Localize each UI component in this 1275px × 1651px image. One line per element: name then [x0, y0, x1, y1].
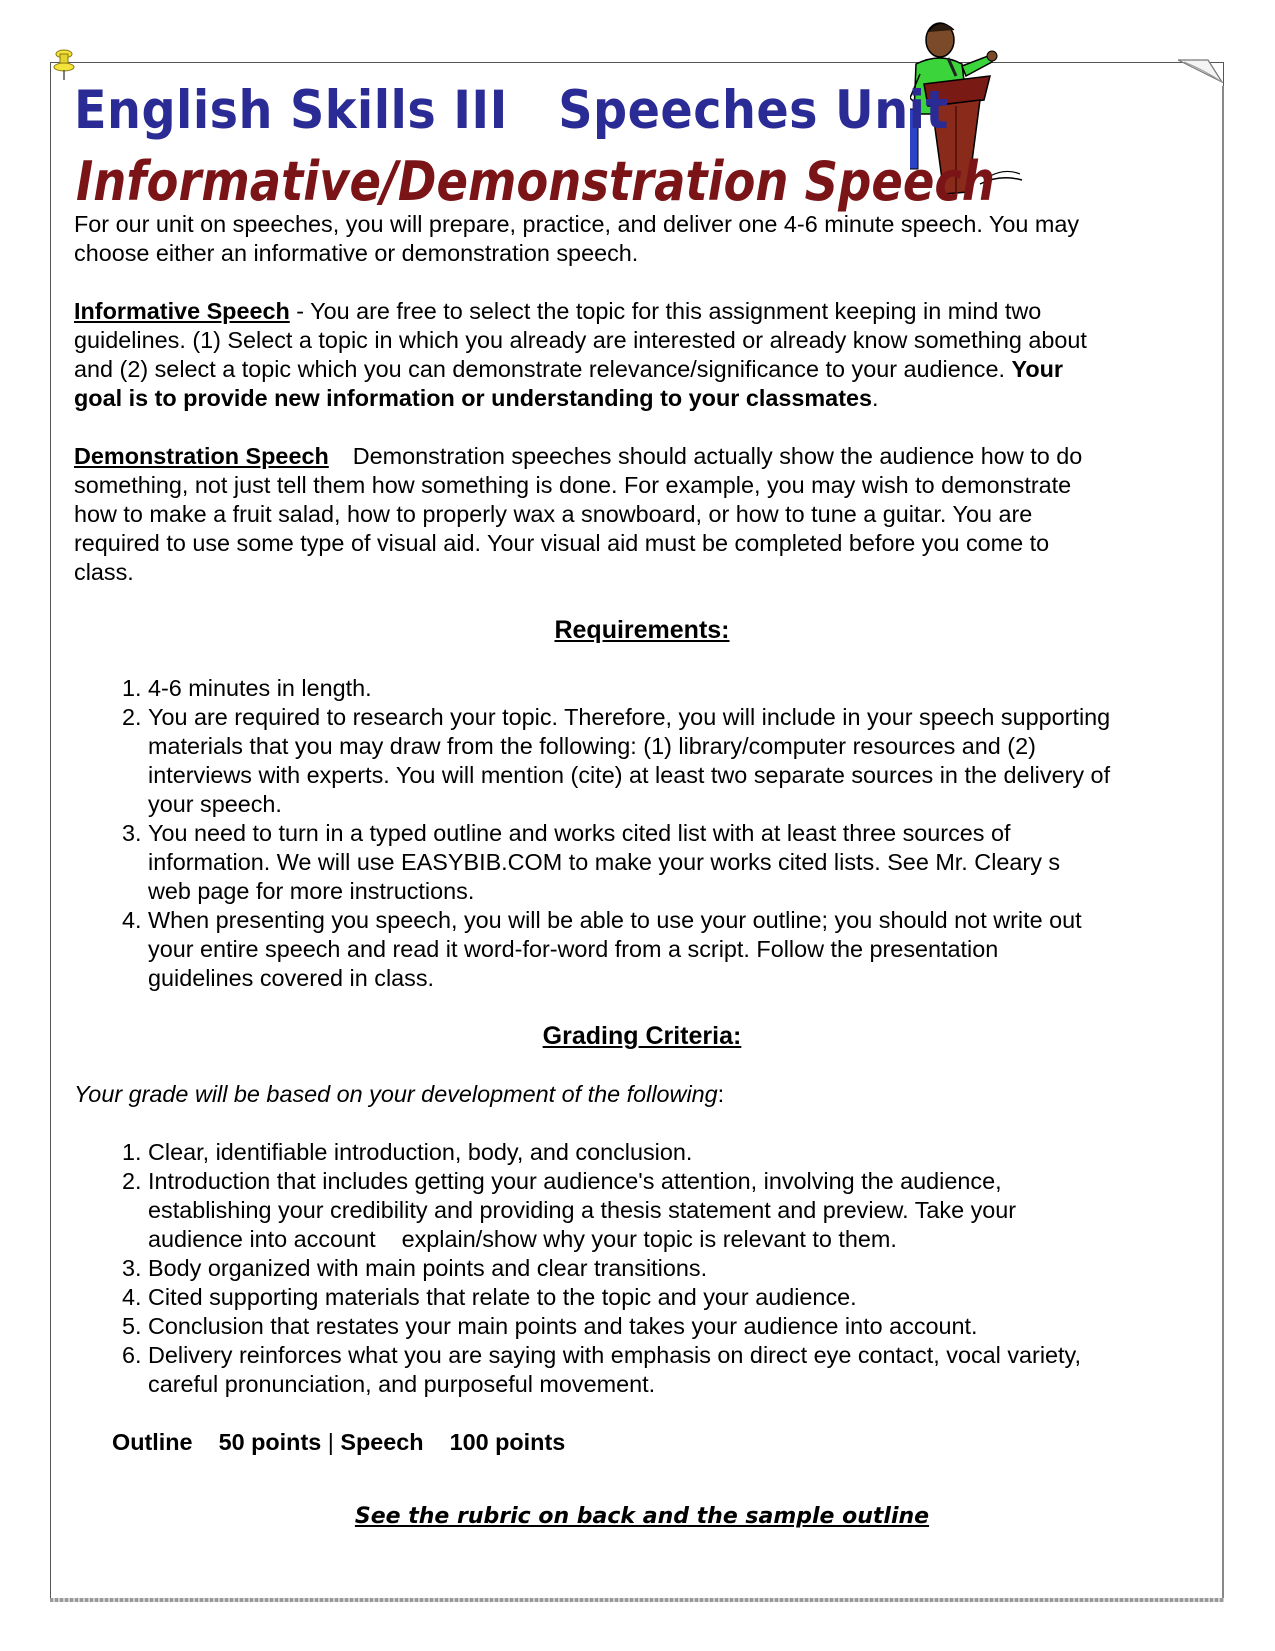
- document-title: [74, 80, 949, 141]
- list-item: 2. Introduction that includes getting your audience's attention, involving the audience, establishing your credibility and providing a thesis statement and preview. Take your audience into account explain/show why your topic is relevant to them.: [148, 1167, 1204, 1254]
- page-shadow: [1222, 86, 1224, 1600]
- list-item: 3. Body organized with main points and clear transitions.: [148, 1254, 1204, 1283]
- grading-criteria-list: [74, 1138, 1204, 1399]
- page-bottom-edge: [50, 1598, 1224, 1602]
- list-item: 1. 4-6 minutes in length.: [148, 674, 1204, 703]
- list-item: 5. Conclusion that restates your main points and takes your audience into account.: [148, 1312, 1204, 1341]
- grading-intro: Your grade will be based on your development of the following:: [74, 1081, 725, 1107]
- outline-points: 50 points: [218, 1429, 322, 1455]
- requirements-list: [74, 674, 1204, 993]
- page-curl-icon: [1178, 56, 1224, 92]
- course-title: English Skills III: [74, 80, 508, 141]
- list-item: 3. You need to turn in a typed outline and works cited list with at least three sources of information. We will use EASYBIB.COM to make your works cited lists. See Mr. Cleary s web page for more instructions.: [148, 819, 1204, 906]
- document-body: [74, 210, 1204, 1531]
- list-item: 4. When presenting you speech, you will be able to use your outline; you should not write out your entire speech and read it word-for-word from a script. Follow the presentation guidelines covered in class.: [148, 906, 1204, 993]
- demonstration-speech-paragraph: Demonstration Speech Demonstration speeches should actually show the audience how to do something, not just tell them how something is done. For example, you may wish to demonstrate how to make a fruit salad, how to properly wax a snowboard, or how to tune a guitar. You are required to use some type of visual aid. Your visual aid must be completed before you come to class.: [74, 443, 1083, 585]
- intro-paragraph: For our unit on speeches, you will prepare, practice, and deliver one 4-6 minute speech. You may choose either an informative or demonstration speech.: [74, 211, 1080, 266]
- document-subtitle: Informative/Demonstration Speech: [76, 150, 995, 213]
- informative-speech-paragraph: Informative Speech - You are free to select the topic for this assignment keeping in mind two guidelines. (1) Select a topic in which you already are interested or already know something about and (2) select a topic which you can demonstrate relevance/significance to your audience. Your goal is to provide new information or understanding to your classmates.: [74, 298, 1087, 411]
- points-summary: Outline 50 points | Speech 100 points: [112, 1429, 566, 1455]
- speech-label: Speech: [340, 1429, 424, 1455]
- list-item: 6. Delivery reinforces what you are saying with emphasis on direct eye contact, vocal variety, careful pronunciation, and purposeful movement.: [148, 1341, 1204, 1399]
- informative-speech-label: Informative Speech: [74, 298, 290, 324]
- list-item: 2. You are required to research your topic. Therefore, you will include in your speech supporting materials that you may draw from the following: (1) library/computer resources and (2) interviews with experts. You will mention (cite) at least two separate sources in the delivery of your speech.: [148, 703, 1204, 819]
- list-item: 4. Cited supporting materials that relate to the topic and your audience.: [148, 1283, 1204, 1312]
- speech-points: 100 points: [449, 1429, 566, 1455]
- list-item: 1. Clear, identifiable introduction, body, and conclusion.: [148, 1138, 1204, 1167]
- demonstration-speech-label: Demonstration Speech: [74, 443, 329, 469]
- outline-label: Outline: [112, 1429, 193, 1455]
- grading-criteria-heading: Grading Criteria:: [542, 1022, 742, 1050]
- unit-title: Speeches Unit: [558, 80, 949, 141]
- rubric-note: See the rubric on back and the sample outline: [354, 1504, 930, 1529]
- pushpin-icon: [52, 48, 76, 82]
- requirements-heading: Requirements:: [554, 616, 730, 644]
